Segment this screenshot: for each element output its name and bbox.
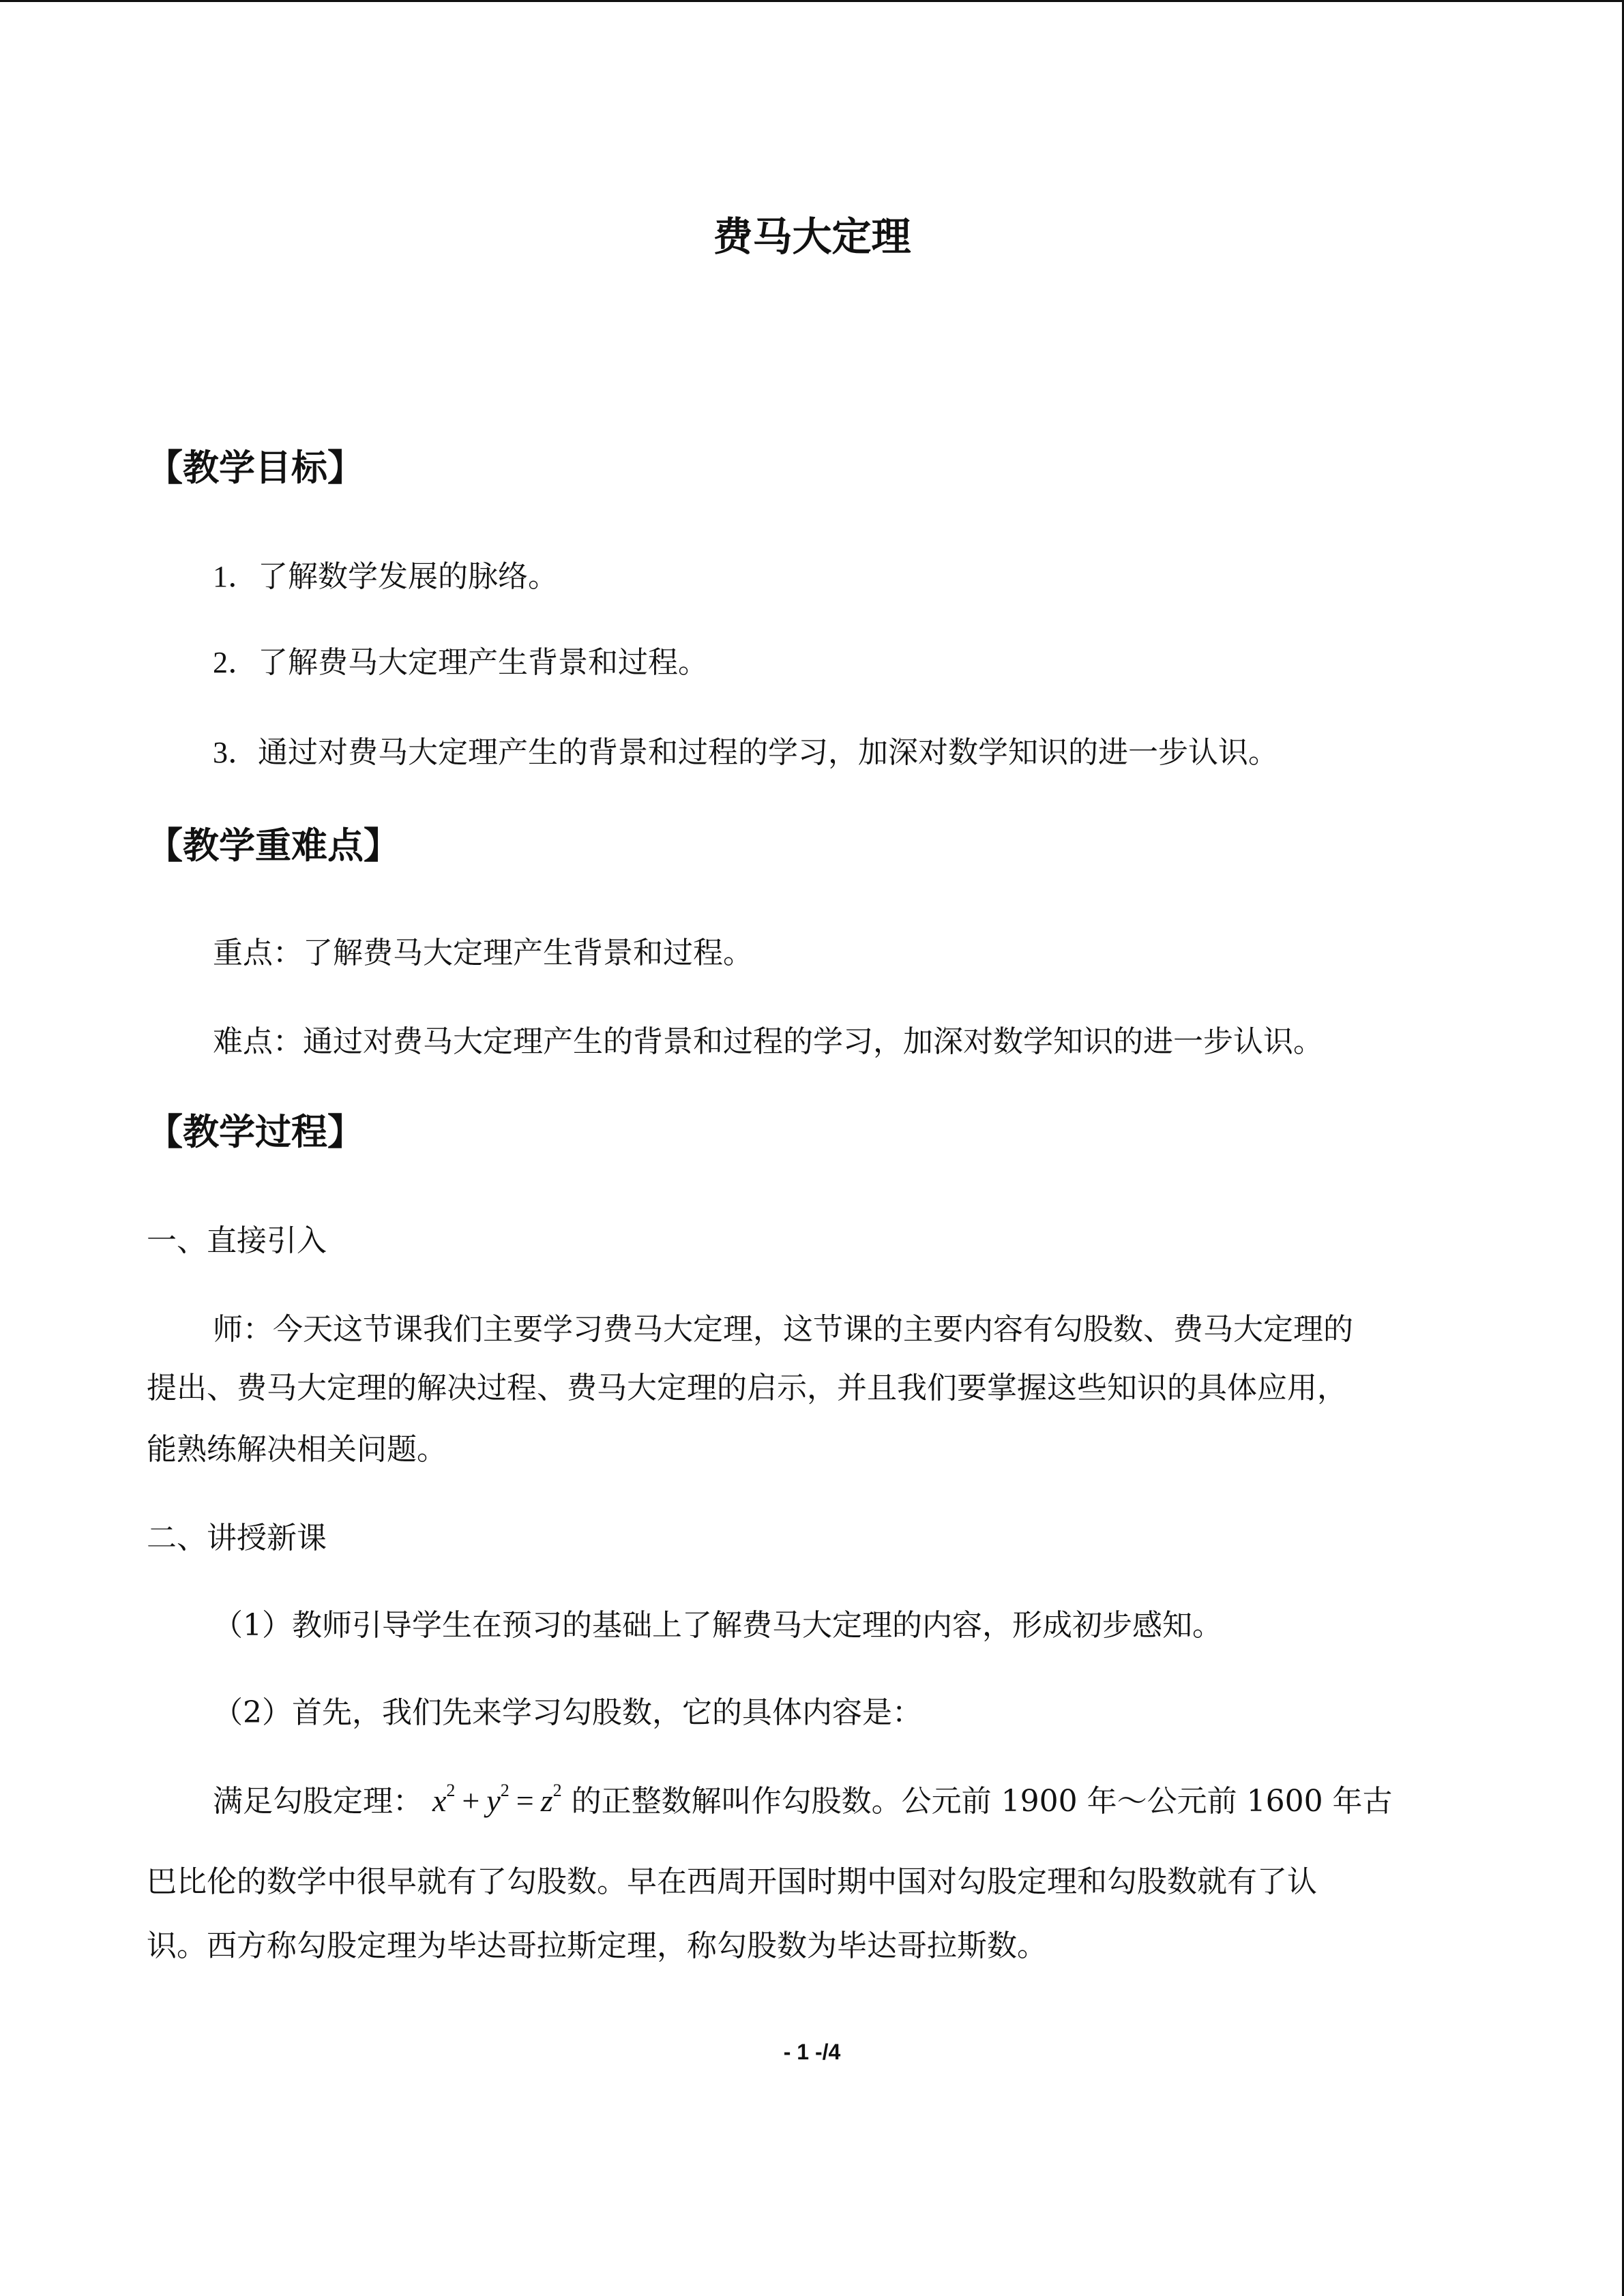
equation-z: z	[540, 1783, 553, 1818]
pythagorean-paragraph-line-1	[213, 1780, 1393, 1819]
equation-x-exponent: 2	[446, 1780, 456, 1800]
process-heading: 【教学过程】	[147, 1111, 364, 1153]
difficult-point-text: 难点：通过对费马大定理产生的背景和过程的学习，加深对数学知识的进一步认识。	[213, 1024, 1323, 1059]
section-2-step-2: （2）首先，我们先来学习勾股数，它的具体内容是：	[213, 1695, 922, 1730]
pythagorean-equation	[423, 1780, 572, 1818]
section-1-line-1: 师：今天这节课我们主要学习费马大定理，这节课的主要内容有勾股数、费马大定理的	[213, 1312, 1353, 1347]
section-1-line-2: 提出、费马大定理的解决过程、费马大定理的启示，并且我们要掌握这些知识的具体应用，	[147, 1371, 1347, 1405]
goal-item-1-text: 了解数学发展的脉络。	[258, 559, 558, 594]
equation-x: x	[432, 1783, 447, 1818]
pythagorean-paragraph-line-3: 识。西方称勾股定理为毕达哥拉斯定理，称勾股数为毕达哥拉斯数。	[147, 1928, 1047, 1963]
keypoints-heading: 【教学重难点】	[147, 824, 400, 867]
key-point-text: 重点：了解费马大定理产生背景和过程。	[213, 936, 753, 970]
goals-heading: 【教学目标】	[147, 447, 364, 489]
top-border-rule	[0, 0, 1624, 2]
equation-z-exponent: 2	[552, 1780, 562, 1800]
goal-item-2-number: 2．	[213, 646, 258, 679]
pythagorean-paragraph-line-2: 巴比伦的数学中很早就有了勾股数。早在西周开国时期中国对勾股定理和勾股数就有了认	[147, 1864, 1317, 1899]
section-1-title: 一、直接引入	[147, 1223, 327, 1258]
goal-item-1-number: 1．	[213, 560, 258, 593]
pythagorean-prefix: 满足勾股定理：	[213, 1784, 423, 1819]
document-title: 费马大定理	[713, 213, 911, 260]
equation-y: y	[486, 1783, 501, 1818]
goal-item-3-text: 通过对费马大定理产生的背景和过程的学习，加深对数学知识的进一步认识。	[258, 735, 1278, 770]
goal-item-1	[213, 559, 558, 594]
equation-equals: =	[516, 1783, 534, 1818]
goal-item-3	[213, 735, 1278, 770]
goal-item-2-text: 了解费马大定理产生背景和过程。	[258, 645, 708, 680]
section-1-line-3: 能熟练解决相关问题。	[147, 1432, 447, 1467]
section-2-title: 二、讲授新课	[147, 1521, 327, 1555]
page-number: - 1 -/4	[783, 2040, 841, 2064]
equation-plus: +	[462, 1783, 480, 1818]
goal-item-2	[213, 645, 708, 680]
equation-y-exponent: 2	[500, 1780, 510, 1800]
section-2-step-1: （1）教师引导学生在预习的基础上了解费马大定理的内容，形成初步感知。	[213, 1608, 1222, 1643]
pythagorean-suffix: 的正整数解叫作勾股数。公元前 1900 年～公元前 1600 年古	[571, 1784, 1393, 1819]
goal-item-3-number: 3．	[213, 736, 258, 769]
